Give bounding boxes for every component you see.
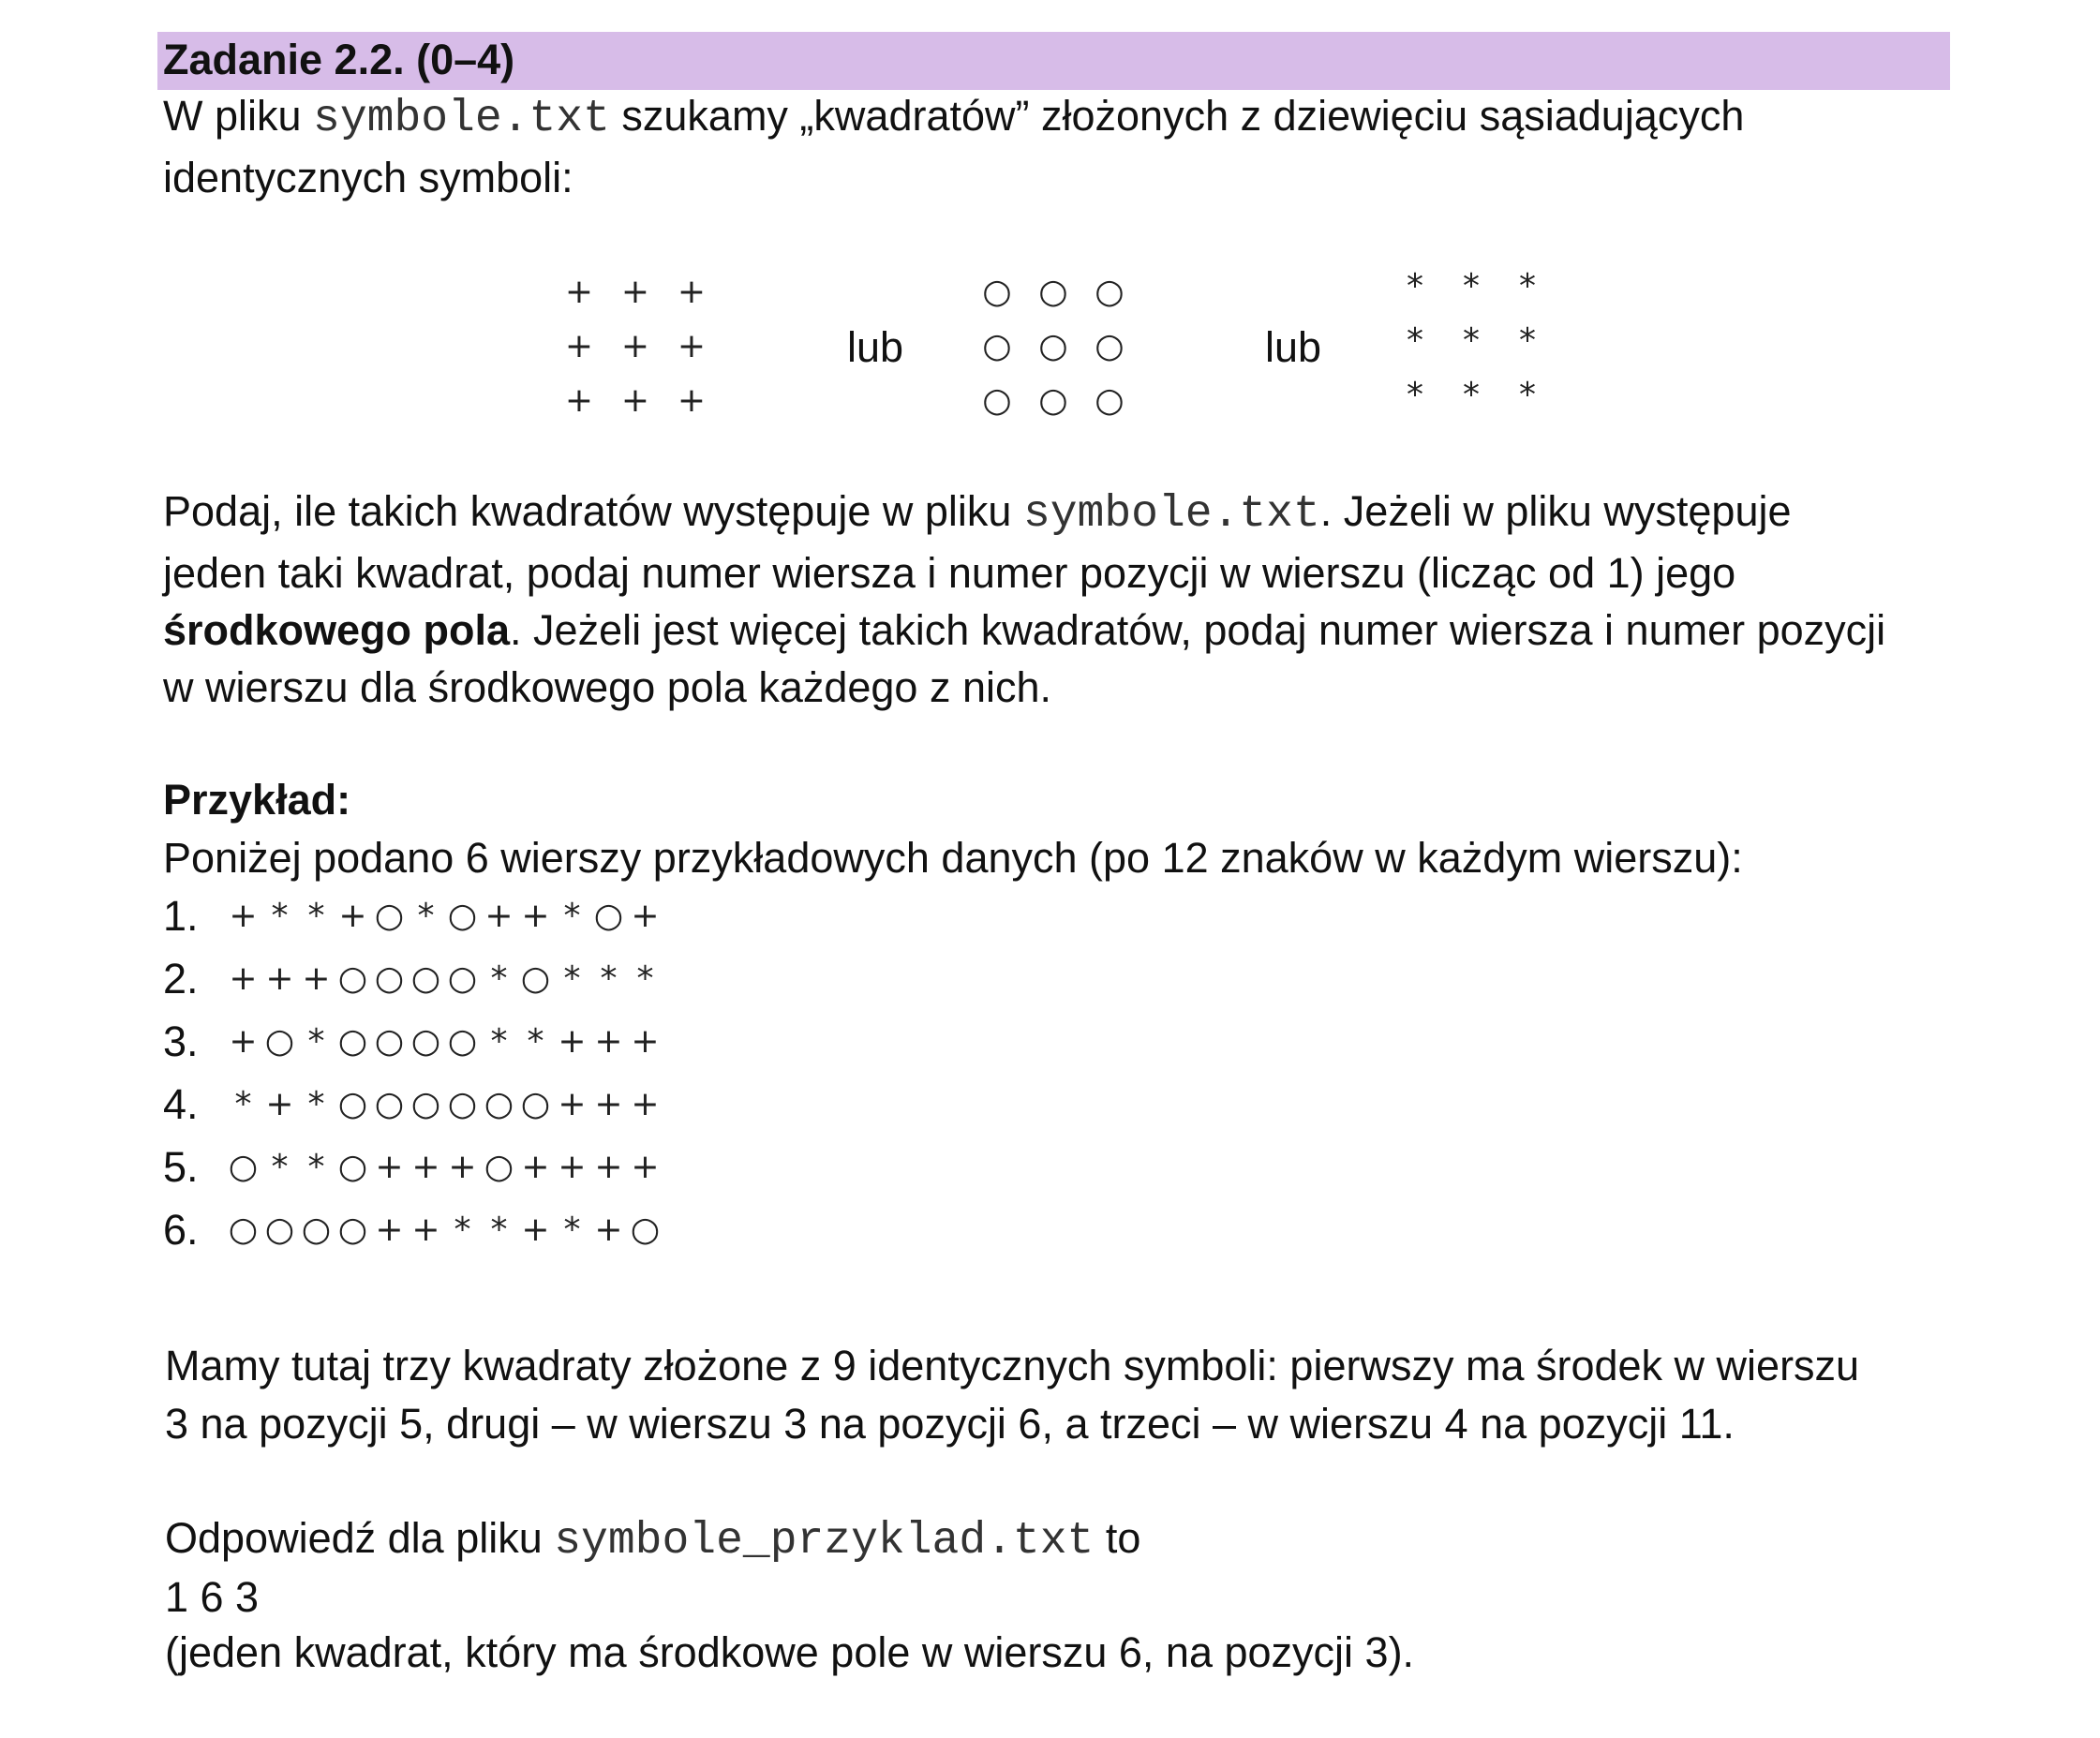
example-symbol: + xyxy=(265,1085,294,1123)
example-symbol: * xyxy=(307,1085,325,1123)
example-symbol: ○ xyxy=(520,959,551,998)
explain-line-2: 3 na pozycji 5, drugi – w wierszu 3 na pozycji 6, a trzeci – w wierszu 4 na pozycji 11. xyxy=(165,1400,1735,1448)
example-symbol: ○ xyxy=(447,959,478,998)
example-symbol: ○ xyxy=(447,897,478,935)
explain-line-1: Mamy tutaj trzy kwadraty złożone z 9 identycznych symboli: pierwszy ma środek w wierszu xyxy=(165,1342,1860,1389)
intro-text-after: szukamy „kwadratów” złożonych z dziewięciu sąsiadujących xyxy=(609,92,1745,140)
example-row xyxy=(225,1204,663,1256)
example-symbol: + xyxy=(594,1022,623,1061)
example-row-number: 3. xyxy=(163,1018,199,1065)
example-symbol: + xyxy=(375,1211,404,1249)
square-2-symbol: ○ xyxy=(1038,327,1068,365)
example-symbol: + xyxy=(302,959,331,998)
task-text-after: . Jeżeli w pliku występuje xyxy=(1319,487,1792,535)
example-symbol: ○ xyxy=(374,1022,405,1061)
example-symbol: ○ xyxy=(410,1022,441,1061)
example-symbol: ○ xyxy=(337,1148,368,1186)
example-symbol: * xyxy=(307,1022,325,1061)
example-symbol: ○ xyxy=(630,1211,661,1249)
example-symbol: ○ xyxy=(374,1085,405,1123)
example-symbol: ○ xyxy=(593,897,624,935)
example-symbol: + xyxy=(411,1148,440,1186)
square-3-symbol: * xyxy=(1463,321,1480,360)
example-symbol: + xyxy=(229,1022,258,1061)
example-symbol: + xyxy=(521,897,550,935)
example-intro: Poniżej podano 6 wierszy przykładowych danych (po 12 znaków w każdym wierszu): xyxy=(163,834,1743,882)
square-2-symbol: ○ xyxy=(982,381,1012,420)
example-symbol: * xyxy=(563,897,581,935)
square-1-symbol: + xyxy=(564,381,594,420)
example-symbol: ○ xyxy=(447,1085,478,1123)
separator-lub-2: lub xyxy=(1265,323,1322,371)
example-symbol: * xyxy=(271,1148,289,1186)
square-3-symbol: * xyxy=(1407,376,1423,414)
example-symbol: ○ xyxy=(484,1148,514,1186)
example-row xyxy=(225,1141,663,1194)
example-symbol: ○ xyxy=(264,1022,295,1061)
square-1-symbol: + xyxy=(677,273,707,311)
square-1-symbol: + xyxy=(677,327,707,365)
square-1-symbol: + xyxy=(620,381,650,420)
intro-line-2: identycznych symboli: xyxy=(163,154,573,201)
square-2-symbol: ○ xyxy=(982,273,1012,311)
example-symbol: ○ xyxy=(484,1085,514,1123)
example-symbol: * xyxy=(307,1148,325,1186)
example-symbol: * xyxy=(417,897,435,935)
example-symbol: + xyxy=(338,897,367,935)
square-3-symbol: * xyxy=(1519,321,1536,360)
example-symbol: * xyxy=(563,959,581,998)
square-1-symbol: + xyxy=(564,327,594,365)
example-symbol: * xyxy=(563,1211,581,1249)
square-2-symbol: ○ xyxy=(982,327,1012,365)
example-row xyxy=(225,953,663,1005)
example-row-number: 4. xyxy=(163,1080,199,1128)
intro-text-before: W pliku xyxy=(163,92,314,140)
example-symbol: + xyxy=(411,1211,440,1249)
example-symbol: ○ xyxy=(228,1211,259,1249)
example-symbol: + xyxy=(521,1148,550,1186)
example-symbol: * xyxy=(271,897,289,935)
example-symbol: + xyxy=(594,1148,623,1186)
example-symbol: ○ xyxy=(337,1211,368,1249)
example-symbol: + xyxy=(594,1211,623,1249)
example-symbol: * xyxy=(234,1085,252,1123)
square-1-symbol: + xyxy=(620,327,650,365)
square-3-symbol: * xyxy=(1519,376,1536,414)
example-symbol: ○ xyxy=(410,1085,441,1123)
example-row-number: 2. xyxy=(163,955,199,1003)
task-bold-phrase: środkowego pola xyxy=(163,606,511,654)
square-1-symbol: + xyxy=(564,273,594,311)
square-2-symbol: ○ xyxy=(1095,327,1124,365)
example-symbol: ○ xyxy=(374,959,405,998)
square-2-symbol: ○ xyxy=(1038,273,1068,311)
example-symbol: * xyxy=(490,1211,508,1249)
example-symbol: ○ xyxy=(301,1211,332,1249)
example-symbol: + xyxy=(631,1022,660,1061)
example-symbol: ○ xyxy=(228,1148,259,1186)
square-3-symbol: * xyxy=(1463,376,1480,414)
task-title: Zadanie 2.2. (0–4) xyxy=(163,36,515,83)
example-symbol: ○ xyxy=(264,1211,295,1249)
square-3-symbol: * xyxy=(1463,267,1480,305)
example-row xyxy=(225,1078,663,1131)
example-symbol: + xyxy=(558,1085,587,1123)
square-2-symbol: ○ xyxy=(1095,273,1124,311)
answer-intro-after: to xyxy=(1094,1514,1141,1562)
example-heading: Przykład: xyxy=(163,776,351,824)
separator-lub-1: lub xyxy=(847,323,904,371)
example-symbol: + xyxy=(521,1211,550,1249)
example-symbol: ○ xyxy=(337,1022,368,1061)
example-row-number: 5. xyxy=(163,1143,199,1191)
example-row-number: 6. xyxy=(163,1206,199,1254)
example-row-number: 1. xyxy=(163,892,199,940)
task-line-3-rest: . Jeżeli jest więcej takich kwadratów, podaj numer wiersza i numer pozycji xyxy=(510,606,1886,654)
example-symbol: + xyxy=(375,1148,404,1186)
example-symbol: + xyxy=(631,897,660,935)
example-symbol: ○ xyxy=(520,1085,551,1123)
answer-intro-before: Odpowiedź dla pliku xyxy=(165,1514,555,1562)
example-symbol: ○ xyxy=(410,959,441,998)
task-line-2: jeden taki kwadrat, podaj numer wiersza i numer pozycji w wierszu (licząc od 1) jego xyxy=(163,549,1736,597)
example-symbol: ○ xyxy=(337,1085,368,1123)
example-symbol: * xyxy=(490,1022,508,1061)
example-symbol: + xyxy=(229,897,258,935)
intro-line-1 xyxy=(163,90,1744,145)
example-symbol: ○ xyxy=(447,1022,478,1061)
task-line-4: w wierszu dla środkowego pola każdego z nich. xyxy=(163,663,1052,711)
example-symbol: + xyxy=(558,1022,587,1061)
example-symbol: * xyxy=(454,1211,471,1249)
task-text-before: Podaj, ile takich kwadratów występuje w pliku xyxy=(163,487,1023,535)
example-symbol: ○ xyxy=(374,897,405,935)
square-3-symbol: * xyxy=(1519,267,1536,305)
example-symbol: * xyxy=(527,1022,544,1061)
example-symbol: ○ xyxy=(337,959,368,998)
answer-intro xyxy=(165,1512,1140,1567)
example-symbol: * xyxy=(490,959,508,998)
example-symbol: * xyxy=(307,897,325,935)
example-symbol: + xyxy=(229,959,258,998)
square-2-symbol: ○ xyxy=(1038,381,1068,420)
example-symbol: + xyxy=(631,1085,660,1123)
example-symbol: + xyxy=(448,1148,477,1186)
example-row xyxy=(225,890,663,943)
example-symbol: + xyxy=(484,897,514,935)
answer-value: 1 6 3 xyxy=(165,1573,260,1621)
filename-symbole-2: symbole.txt xyxy=(1022,489,1320,540)
example-symbol: * xyxy=(600,959,618,998)
example-symbol: + xyxy=(594,1085,623,1123)
square-3-symbol: * xyxy=(1407,267,1423,305)
answer-note: (jeden kwadrat, który ma środkowe pole w wierszu 6, na pozycji 3). xyxy=(165,1628,1415,1676)
filename-symbole: symbole.txt xyxy=(313,94,610,144)
task-line-3 xyxy=(163,604,1885,657)
filename-symbole-przyklad: symbole_przyklad.txt xyxy=(554,1516,1095,1567)
square-3-symbol: * xyxy=(1407,321,1423,360)
square-1-symbol: + xyxy=(677,381,707,420)
square-2-symbol: ○ xyxy=(1095,381,1124,420)
task-line-1 xyxy=(163,485,1792,541)
square-1-symbol: + xyxy=(620,273,650,311)
example-symbol: + xyxy=(265,959,294,998)
example-symbol: + xyxy=(631,1148,660,1186)
example-row xyxy=(225,1016,663,1068)
example-symbol: * xyxy=(636,959,654,998)
example-symbol: + xyxy=(558,1148,587,1186)
